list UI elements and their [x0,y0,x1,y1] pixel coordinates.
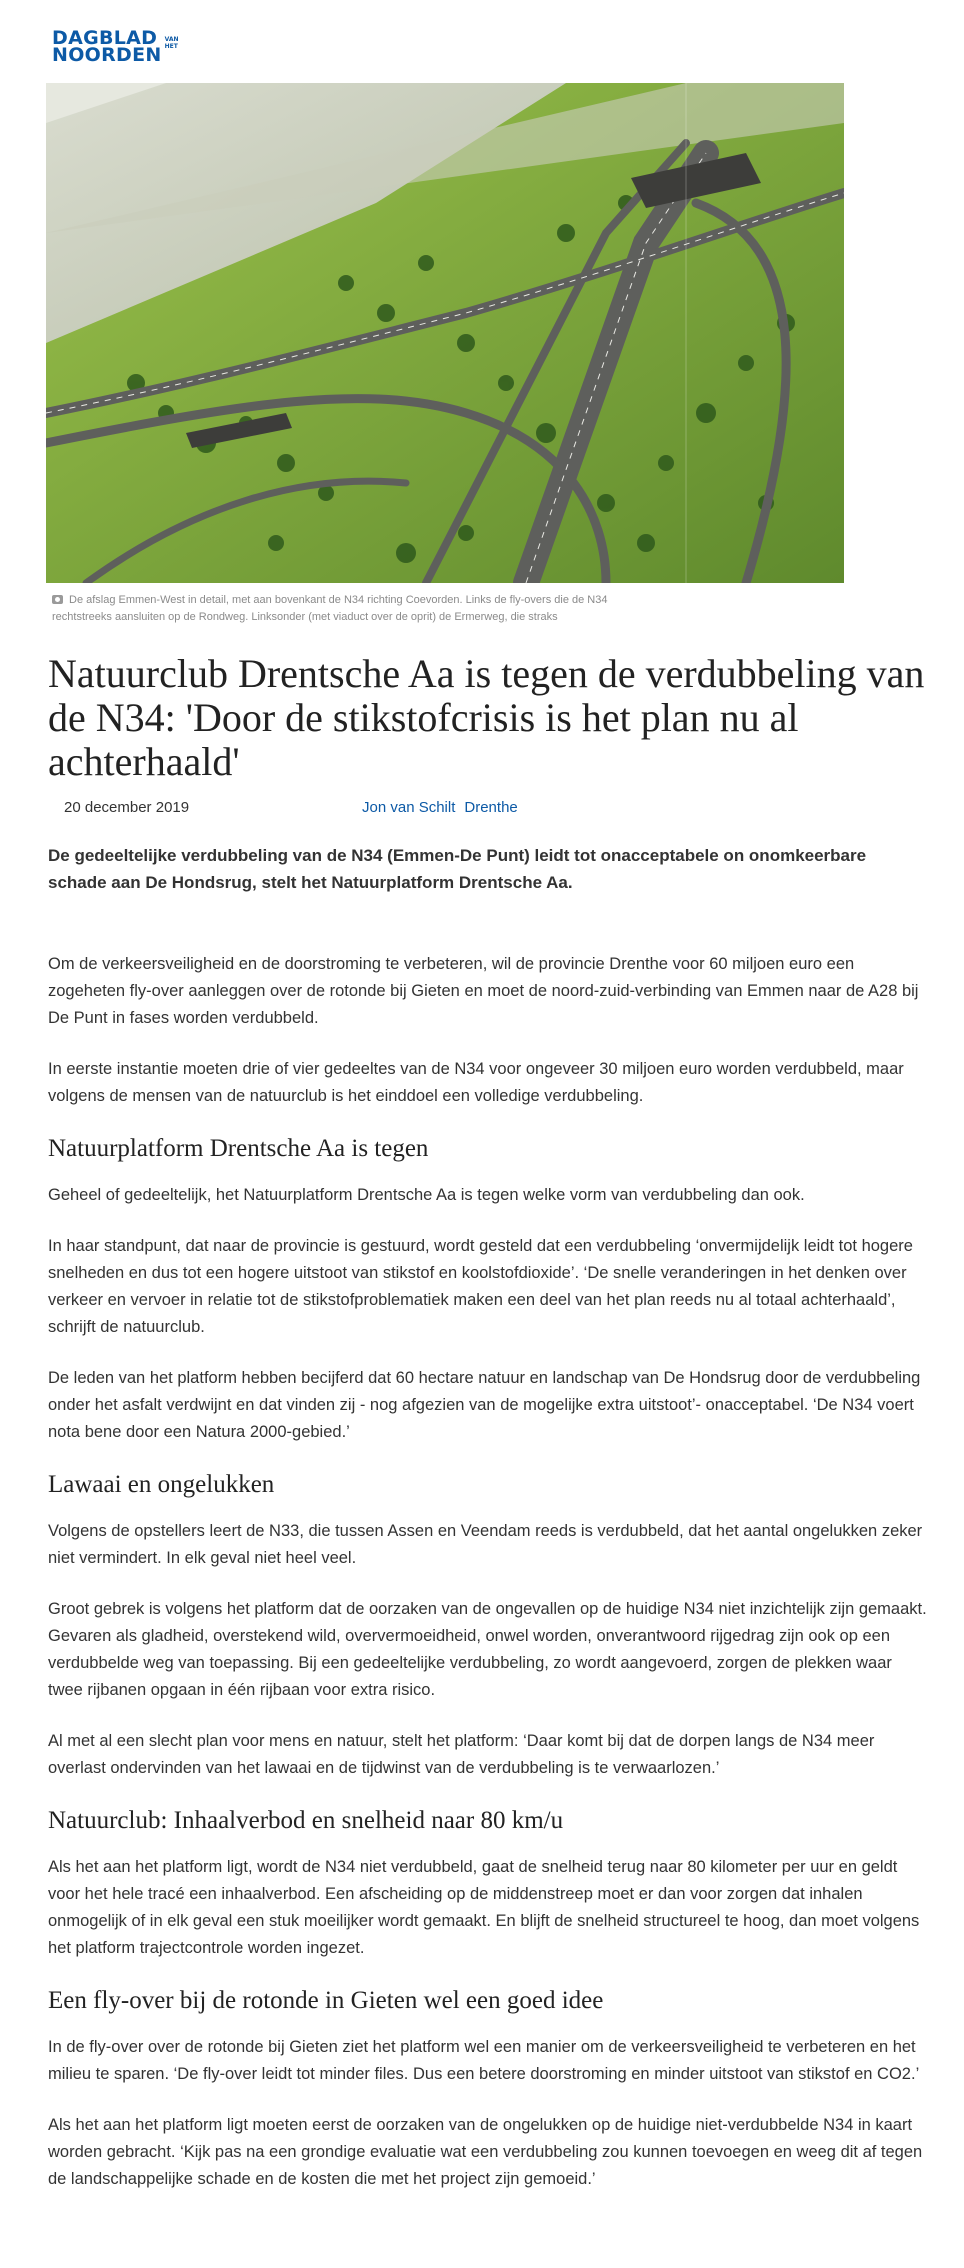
logo-line-2: NOORDEN [52,44,162,66]
paragraph: Als het aan het platform ligt moeten eerst de oorzaken van de ongelukken op de huidige niet-verdubbelde N34 in kaart worden gebracht. ‘Kijk pas na een grondige evaluatie wat een verdubbeling zou kunnen toevoegen en weeg dit af tegen de landschappelijke schade en de kosten die met het project zijn gemoeid.’ [48,2116,923,2188]
hero-caption [52,592,612,626]
logo-line-1: DAGBLAD [52,27,158,49]
hero-illustration [46,83,844,583]
section-heading: Natuurclub: Inhaalverbod en snelheid naar 80 km/u [48,1807,564,1834]
author-link[interactable]: Jon van Schilt [362,799,456,816]
logo-wordmark [52,27,162,66]
paragraph: Geheel of gedeeltelijk, het Natuurplatform Drentsche Aa is tegen welke vorm van verdubbeling dan ook. [48,1186,805,1204]
paragraph: Volgens de opstellers leert de N33, die tussen Assen en Veendam reeds is verdubbeld, dat het aantal ongelukken zeker niet vermindert. In elk geval niet heel veel. [48,1522,923,1567]
paragraph: De leden van het platform hebben becijferd dat 60 hectare natuur en landschap van De Hondsrug door de verdubbeling onder het asfalt verdwijnt en dat vinden zij - nog afgezien van de mogelijke extra uitstoot’- onacceptabel. ‘De N34 voert nota bene door een Natura 2000-gebied.’ [48,1369,921,1441]
site-logo[interactable] [52,27,179,66]
article-body [48,842,928,2217]
paragraph: In haar standpunt, dat naar de provincie is gestuurd, wordt gesteld dat een verdubbeling ‘onvermijdelijk leidt tot hogere snelheden en dus tot een hogere uitstoot van stikstof en koolstofdioxide’. ‘De snelle veranderingen in het denken over verkeer en vervoer in relatie tot de stikstofproblematiek maken een deel van het plan reeds nu al totaal achterhaald’, schrijft de natuurclub. [48,1237,913,1336]
logo-van-het [165,36,179,50]
paragraph: Als het aan het platform ligt, wordt de N34 niet verdubbeld, gaat de snelheid terug naar 80 kilometer per uur en geldt voor het hele tracé een inhaalverbod. Een afscheiding op de middenstreep moet er dan voor zorgen dat inhalen onmogelijk of in elk geval een stuk moeilijker wordt gemaakt. En blijft de snelheid structureel te hoog, dan moet volgens het platform trajectcontrole worden ingezet. [48,1858,920,1957]
paragraph: Groot gebrek is volgens het platform dat de oorzaken van de ongevallen op de huidige N34 niet inzichtelijk zijn gemaakt. Gevaren als gladheid, overstekend wild, oververmoeidheid, onwel worden, onverantwoord rijgedrag zijn ook op een verdubbelde weg van toepassing. Bij een gedeeltelijke verdubbeling, zo wordt aangevoerd, zorgen de plekken waar twee rijbanen opgaan in één rijbaan voor extra risico. [48,1600,927,1699]
camera-icon [52,595,63,604]
section-heading: Lawaai en ongelukken [48,1471,275,1498]
section-heading: Natuurplatform Drentsche Aa is tegen [48,1135,429,1162]
hero-caption-text: De afslag Emmen-West in detail, met aan bovenkant de N34 richting Coevorden. Links de fly-overs die de N34 rechtstreeks aansluiten op de Rondweg. Linksonder (met viaduct over de oprit) de Ermerweg, die straks [52,594,608,623]
article-lead: De gedeeltelijke verdubbeling van de N34 (Emmen-De Punt) leidt tot onacceptabele on onomkeerbare schade aan De Hondsrug, stelt het Natuurplatform Drentsche Aa. [48,846,867,892]
logo-van: VAN [164,36,179,43]
paragraph: In eerste instantie moeten drie of vier gedeeltes van de N34 voor ongeveer 30 miljoen euro worden verdubbeld, maar volgens de mensen van de natuurclub is het einddoel een volledige verdubbeling. [48,1060,904,1105]
section-heading: Een fly-over bij de rotonde in Gieten wel een goed idee [48,1987,604,2014]
article-title: Natuurclub Drentsche Aa is tegen de verdubbeling van de N34: 'Door de stikstofcrisis is het plan nu al achterhaald' [48,651,925,784]
article-byline [362,799,527,816]
paragraph: In de fly-over over de rotonde bij Gieten ziet het platform wel een manier om de verkeersveiligheid te verbeteren en het milieu te sparen. ‘De fly-over leidt tot minder files. Dus een betere doorstroming en minder uitstoot van stikstof en CO2.’ [48,2038,920,2083]
article-date: 20 december 2019 [64,799,190,816]
logo-het: HET [164,43,178,50]
paragraph: Om de verkeersveiligheid en de doorstroming te verbeteren, wil de provincie Drenthe voor 60 miljoen euro een zogeheten fly-over aanleggen over de rotonde bij Gieten en moet de noord-zuid-verbinding van Emmen naar de A28 bij De Punt in fases worden verdubbeld. [48,955,919,1027]
paragraph: Al met al een slecht plan voor mens en natuur, stelt het platform: ‘Daar komt bij dat de dorpen langs de N34 meer overlast ondervinden van het lawaai en de tijdwinst van de verdubbeling is te verwaarlozen.’ [48,1732,875,1777]
region-link[interactable]: Drenthe [464,799,518,816]
hero-image [46,83,844,583]
